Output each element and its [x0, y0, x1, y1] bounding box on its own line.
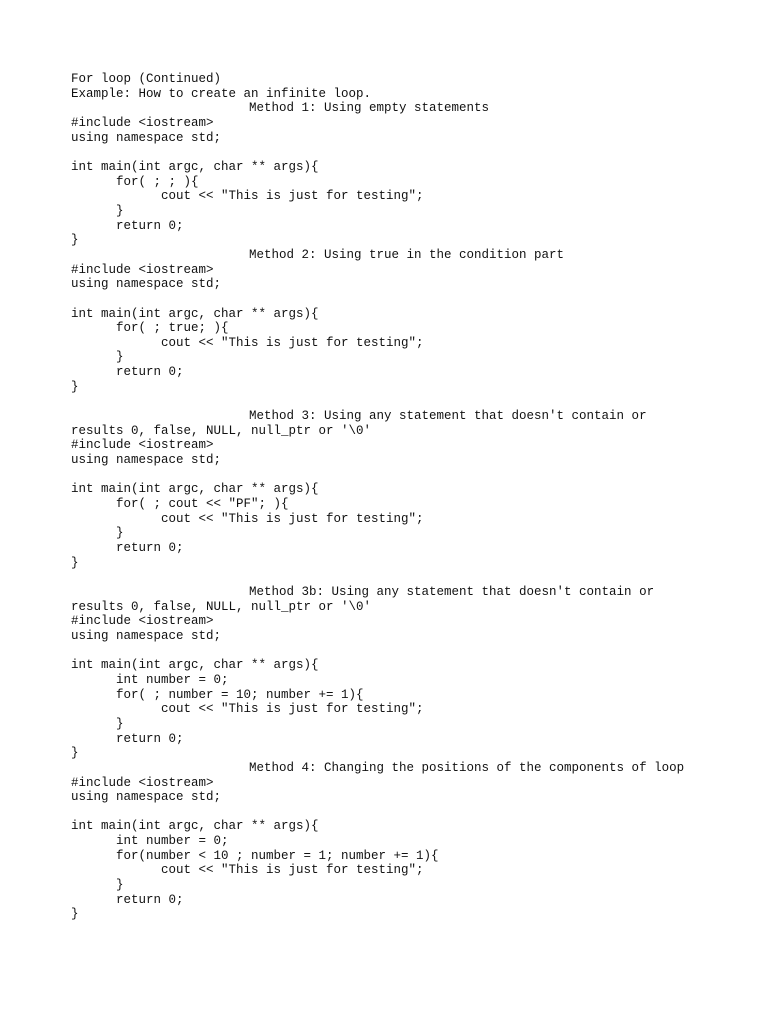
include-directive: #include <iostream> [71, 438, 214, 453]
for-statement: for( ; true; ){ [116, 321, 229, 336]
using-directive: using namespace std; [71, 790, 222, 805]
cout-statement: cout << "This is just for testing"; [161, 335, 424, 350]
for-closing-brace: } [116, 526, 124, 541]
main-signature: int main(int argc, char ** args){ [71, 819, 319, 834]
document-page [71, 72, 697, 922]
blank-line [71, 644, 697, 659]
main-closing-brace: } [71, 233, 79, 248]
for-closing-brace: } [116, 350, 124, 365]
for-closing-brace: } [116, 716, 124, 731]
cout-statement: cout << "This is just for testing"; [161, 511, 424, 526]
return-statement: return 0; [116, 541, 184, 555]
return-statement: return 0; [116, 892, 184, 907]
method-4-section [71, 761, 697, 922]
return-statement: return 0; [116, 365, 184, 380]
method-2-section [71, 248, 697, 409]
for-statement: for( ; number = 10; number += 1){ [116, 687, 364, 702]
main-closing-brace: } [71, 746, 79, 761]
for-closing-brace: } [116, 203, 124, 218]
blank-line [71, 145, 697, 160]
cout-statement: cout << "This is just for testing"; [161, 189, 424, 204]
cout-statement: cout << "This is just for testing"; [161, 863, 424, 878]
include-directive: #include <iostream> [71, 614, 214, 629]
method-3-section [71, 409, 697, 585]
for-closing-brace: } [116, 878, 124, 893]
method-heading: Method 2: Using true in the condition part [249, 247, 565, 262]
method-heading: Method 1: Using empty statements [249, 101, 490, 116]
page-intro: Example: How to create an infinite loop. [71, 86, 372, 101]
main-closing-brace: } [71, 379, 79, 394]
method-heading: Method 4: Changing the positions of the components of loop [249, 760, 685, 775]
main-signature: int main(int argc, char ** args){ [71, 306, 319, 321]
method-1-section [71, 101, 697, 248]
method-heading: Method 3: Using any statement that doesn't contain or [249, 409, 647, 424]
method-heading-continued: results 0, false, NULL, null_ptr or '\0' [71, 599, 372, 614]
using-directive: using namespace std; [71, 277, 222, 292]
using-directive: using namespace std; [71, 130, 222, 145]
include-directive: #include <iostream> [71, 775, 214, 790]
using-directive: using namespace std; [71, 453, 222, 468]
main-signature: int main(int argc, char ** args){ [71, 482, 319, 497]
include-directive: #include <iostream> [71, 262, 214, 277]
variable-declaration: int number = 0; [116, 834, 229, 849]
cout-statement: cout << "This is just for testing"; [161, 702, 424, 717]
main-closing-brace: } [71, 555, 79, 570]
blank-line [71, 394, 697, 409]
for-statement: for( ; cout << "PF"; ){ [116, 497, 289, 512]
for-statement: for(number < 10 ; number = 1; number += 1){ [116, 848, 439, 863]
blank-line [71, 570, 697, 585]
blank-line [71, 292, 697, 307]
for-statement: for( ; ; ){ [116, 174, 199, 189]
method-3b-section [71, 585, 697, 761]
variable-declaration: int number = 0; [116, 672, 229, 687]
page-title: For loop (Continued) [71, 72, 222, 86]
main-signature: int main(int argc, char ** args){ [71, 658, 319, 673]
return-statement: return 0; [116, 731, 184, 746]
blank-line [71, 468, 697, 483]
include-directive: #include <iostream> [71, 115, 214, 130]
method-heading-continued: results 0, false, NULL, null_ptr or '\0' [71, 423, 372, 438]
main-signature: int main(int argc, char ** args){ [71, 159, 319, 174]
method-heading: Method 3b: Using any statement that doesn't contain or [249, 584, 655, 599]
return-statement: return 0; [116, 218, 184, 233]
using-directive: using namespace std; [71, 628, 222, 643]
blank-line [71, 805, 697, 820]
main-closing-brace: } [71, 907, 79, 922]
